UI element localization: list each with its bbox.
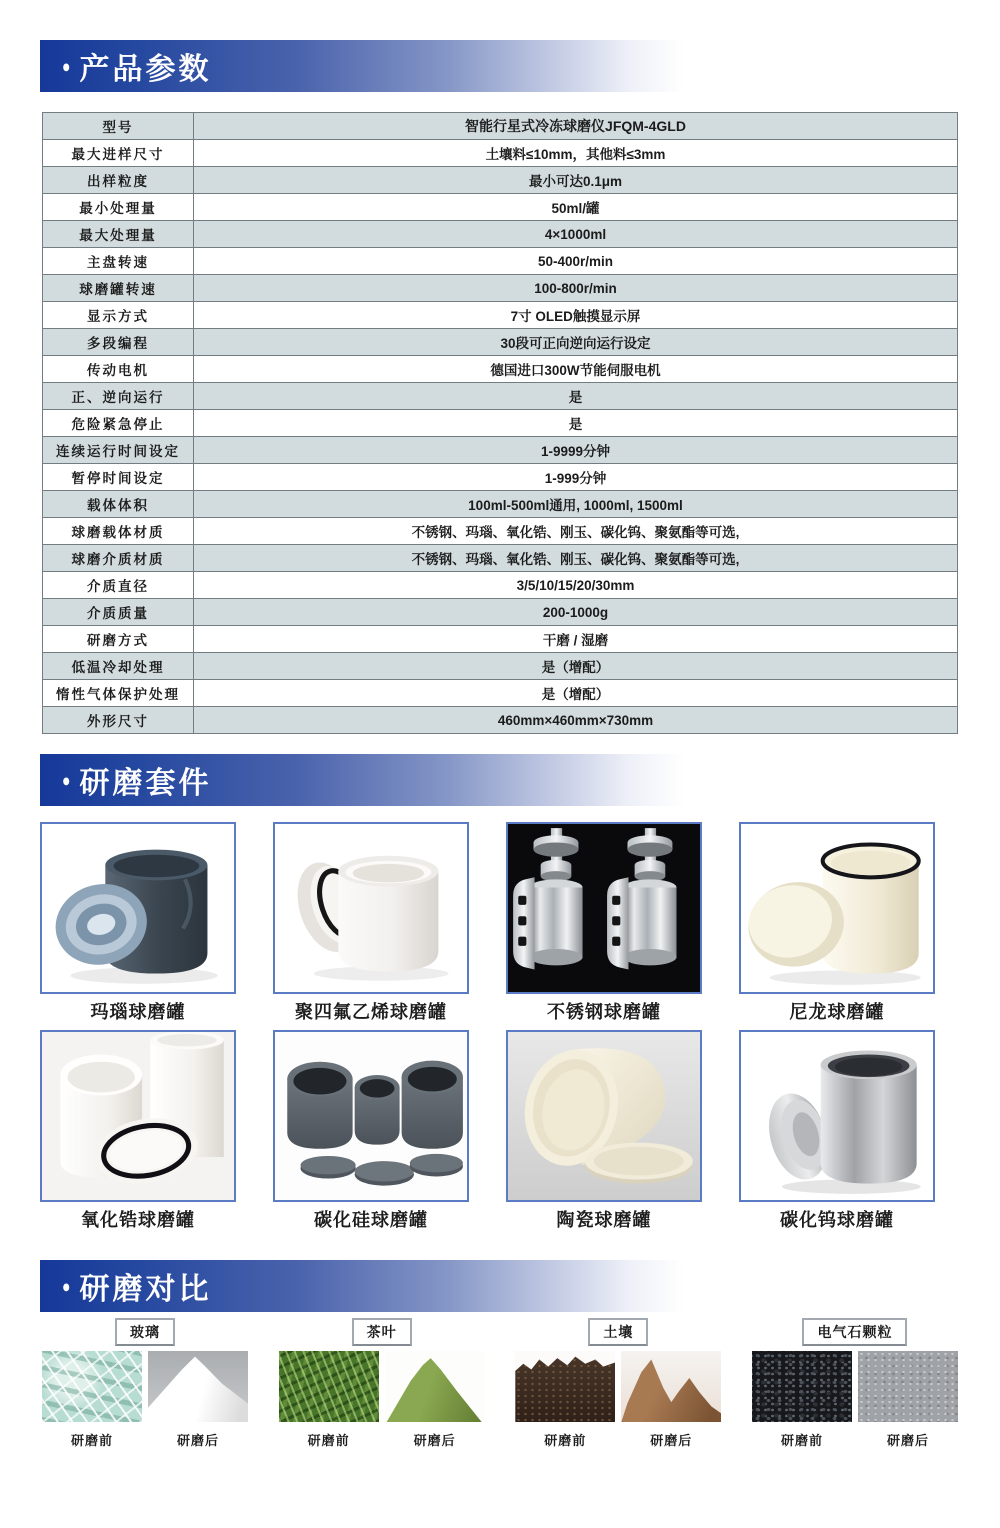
agate-jar-image [40, 822, 236, 994]
kit-card-agate [40, 822, 236, 1022]
spec-row [43, 437, 958, 464]
spec-value: 50-400r/min [194, 248, 958, 275]
kit-card-stainless [506, 822, 702, 1022]
spec-value: 50ml/罐 [194, 194, 958, 221]
spec-value: 100ml-500ml通用, 1000ml, 1500ml [194, 491, 958, 518]
spec-row [43, 572, 958, 599]
spec-value: 460mm×460mm×730mm [194, 707, 958, 734]
kit-label: 氧化锆球磨罐 [81, 1210, 195, 1230]
tungsten-carbide-jar-image [739, 1030, 935, 1202]
spec-label: 型号 [43, 113, 194, 140]
kit-label: 碳化硅球磨罐 [314, 1210, 428, 1230]
spec-label: 最大处理量 [43, 221, 194, 248]
spec-label: 正、逆向运行 [43, 383, 194, 410]
spec-label: 球磨罐转速 [43, 275, 194, 302]
spec-row [43, 545, 958, 572]
spec-value: 最小可达0.1μm [194, 167, 958, 194]
comparison-row [42, 1318, 958, 1449]
spec-value: 3/5/10/15/20/30mm [194, 572, 958, 599]
before-label: 研磨前 [70, 1433, 113, 1448]
before-label: 研磨前 [780, 1433, 823, 1448]
soil-after-image [621, 1351, 721, 1422]
spec-row [43, 140, 958, 167]
bullet-icon: ● [62, 1275, 71, 1297]
section-title-params: 产品参数 [79, 53, 212, 86]
kit-label: 不锈钢球磨罐 [547, 1002, 661, 1022]
section-title-kits: 研磨套件 [79, 767, 212, 800]
spec-value: 不锈钢、玛瑙、氧化锆、刚玉、碳化钨、聚氨酯等可选, [194, 518, 958, 545]
kit-card-tungsten-carbide [739, 1030, 935, 1230]
spec-label: 惰性气体保护处理 [43, 680, 194, 707]
spec-value: 1-999分钟 [194, 464, 958, 491]
before-label: 研磨前 [307, 1433, 350, 1448]
stainless-jar-image [506, 822, 702, 994]
kit-card-ptfe [273, 822, 469, 1022]
spec-label: 低温冷却处理 [43, 653, 194, 680]
kit-card-silicon-carbide [273, 1030, 469, 1230]
spec-value: 是 [194, 410, 958, 437]
kit-label: 尼龙球磨罐 [789, 1002, 885, 1022]
spec-row [43, 329, 958, 356]
spec-value: 干磨 / 湿磨 [194, 626, 958, 653]
spec-row [43, 518, 958, 545]
after-label: 研磨后 [650, 1433, 693, 1448]
before-label: 研磨前 [544, 1433, 587, 1448]
spec-label: 多段编程 [43, 329, 194, 356]
spec-label: 球磨介质材质 [43, 545, 194, 572]
spec-label: 连续运行时间设定 [43, 437, 194, 464]
nylon-jar-illustration [741, 824, 933, 992]
after-label: 研磨后 [176, 1433, 219, 1448]
spec-row [43, 302, 958, 329]
ptfe-jar-illustration [275, 824, 467, 992]
spec-label: 介质质量 [43, 599, 194, 626]
kit-card-ceramic [506, 1030, 702, 1230]
stainless-jar-illustration [508, 824, 700, 992]
kits-grid [40, 822, 935, 1230]
spec-row [43, 194, 958, 221]
spec-row [43, 491, 958, 518]
spec-label: 球磨载体材质 [43, 518, 194, 545]
spec-row [43, 167, 958, 194]
spec-label: 暂停时间设定 [43, 464, 194, 491]
comparison-group-glass [42, 1318, 248, 1449]
agate-jar-illustration [42, 824, 234, 992]
spec-row [43, 599, 958, 626]
silicon-carbide-jar-image [273, 1030, 469, 1202]
comparison-group-soil [515, 1318, 721, 1449]
spec-table [42, 112, 958, 734]
ptfe-jar-image [273, 822, 469, 994]
spec-label: 外形尺寸 [43, 707, 194, 734]
spec-row [43, 680, 958, 707]
kit-label: 玛瑙球磨罐 [90, 1002, 186, 1022]
kit-label: 碳化钨球磨罐 [780, 1210, 894, 1230]
spec-row [43, 410, 958, 437]
material-label-glass: 玻璃 [115, 1318, 175, 1346]
spec-label: 主盘转速 [43, 248, 194, 275]
soil-before-image [515, 1351, 615, 1422]
comparison-group-tourmaline [752, 1318, 958, 1449]
spec-row [43, 626, 958, 653]
bullet-icon: ● [62, 769, 71, 791]
glass-before-image [42, 1351, 142, 1422]
spec-value: 不锈钢、玛瑙、氧化锆、刚玉、碳化钨、聚氨酯等可选, [194, 545, 958, 572]
spec-label: 载体体积 [43, 491, 194, 518]
tea-after-image [385, 1351, 485, 1422]
comparison-group-tea [279, 1318, 485, 1449]
kit-card-nylon [739, 822, 935, 1022]
kit-label: 聚四氟乙烯球磨罐 [295, 1002, 447, 1022]
material-label-tourmaline: 电气石颗粒 [802, 1318, 907, 1346]
spec-value: 是（增配） [194, 680, 958, 707]
spec-row [43, 707, 958, 734]
spec-value: 7寸 OLED触摸显示屏 [194, 302, 958, 329]
section-title-comparison: 研磨对比 [79, 1273, 212, 1306]
ceramic-jar-illustration [508, 1032, 700, 1200]
spec-value: 德国进口300W节能伺服电机 [194, 356, 958, 383]
spec-value: 是（增配） [194, 653, 958, 680]
spec-label: 最大进样尺寸 [43, 140, 194, 167]
spec-value: 100-800r/min [194, 275, 958, 302]
spec-value: 是 [194, 383, 958, 410]
spec-label: 危险紧急停止 [43, 410, 194, 437]
tungsten-carbide-jar-illustration [741, 1032, 933, 1200]
bullet-icon: ● [62, 55, 71, 77]
spec-row [43, 248, 958, 275]
section-header-params [40, 40, 960, 92]
ceramic-jar-image [506, 1030, 702, 1202]
zirconia-jar-image [40, 1030, 236, 1202]
spec-value: 4×1000ml [194, 221, 958, 248]
section-header-comparison [40, 1260, 960, 1312]
nylon-jar-image [739, 822, 935, 994]
material-label-tea: 茶叶 [352, 1318, 412, 1346]
tourmaline-after-image [858, 1351, 958, 1422]
kit-card-zirconia [40, 1030, 236, 1230]
spec-label: 介质直径 [43, 572, 194, 599]
spec-label: 显示方式 [43, 302, 194, 329]
section-header-kits [40, 754, 960, 806]
spec-row [43, 113, 958, 140]
spec-label: 传动电机 [43, 356, 194, 383]
tourmaline-before-image [752, 1351, 852, 1422]
spec-row [43, 383, 958, 410]
spec-row [43, 653, 958, 680]
spec-row [43, 356, 958, 383]
spec-value: 智能行星式冷冻球磨仪JFQM-4GLD [194, 113, 958, 140]
spec-row [43, 275, 958, 302]
silicon-carbide-jar-illustration [275, 1032, 467, 1200]
spec-value: 土壤料≤10mm，其他料≤3mm [194, 140, 958, 167]
spec-label: 研磨方式 [43, 626, 194, 653]
zirconia-jar-illustration [42, 1032, 234, 1200]
spec-row [43, 221, 958, 248]
material-label-soil: 土壤 [588, 1318, 648, 1346]
after-label: 研磨后 [413, 1433, 456, 1448]
after-label: 研磨后 [886, 1433, 929, 1448]
spec-row [43, 464, 958, 491]
spec-value: 30段可正向逆向运行设定 [194, 329, 958, 356]
spec-label: 出样粒度 [43, 167, 194, 194]
spec-label: 最小处理量 [43, 194, 194, 221]
spec-value: 200-1000g [194, 599, 958, 626]
tea-before-image [279, 1351, 379, 1422]
spec-value: 1-9999分钟 [194, 437, 958, 464]
glass-after-image [148, 1351, 248, 1422]
kit-label: 陶瓷球磨罐 [556, 1210, 652, 1230]
